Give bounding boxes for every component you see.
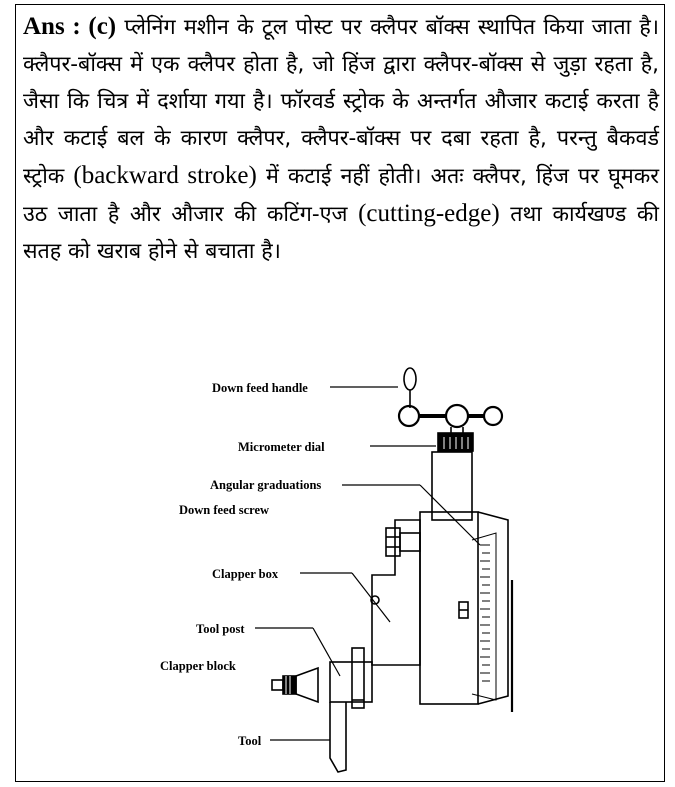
swivel-plate <box>420 512 512 712</box>
answer-english-term-2: (cutting-edge) <box>358 200 500 227</box>
label-tool-post: Tool post <box>196 622 245 636</box>
clapper-block <box>272 668 318 702</box>
label-clapper-block: Clapper block <box>160 659 236 673</box>
down-feed-screw-column <box>432 452 472 520</box>
clapper-box <box>371 520 420 665</box>
label-clapper-box: Clapper box <box>212 567 279 581</box>
swivel-bolt <box>459 602 468 618</box>
label-down-feed-handle: Down feed handle <box>212 381 308 395</box>
tool <box>330 702 346 772</box>
label-angular-graduations: Angular graduations <box>210 478 322 492</box>
answer-text-part-2: में कटाई नहीं होती। अतः क्लैपर, हिंज पर घूमकर उठ जाता है और औजार की कटिंग-एज <box>23 164 659 227</box>
down-feed-handle <box>399 368 502 433</box>
label-micrometer-dial: Micrometer dial <box>238 440 325 454</box>
label-down-feed-screw: Down feed screw <box>179 503 270 517</box>
tool-post <box>330 648 372 708</box>
answer-label: Ans : (c) <box>23 13 117 40</box>
angular-graduations-scale <box>472 533 496 700</box>
answer-text-part-3: तथा कार्यखण्ड की सतह को खराब होने से बचाता है। <box>23 202 659 264</box>
label-tool: Tool <box>238 734 262 748</box>
micrometer-dial <box>438 433 473 451</box>
clamp-bolt-top <box>386 528 420 556</box>
answer-english-term-1: (backward stroke) <box>73 162 257 189</box>
answer-text-part-1: प्लेनिंग मशीन के टूल पोस्ट पर क्लैपर बॉक्स स्थापित किया जाता है। क्लैपर-बॉक्स में एक क्लैपर होता है, जो हिंज द्वारा क्लैपर-बॉक्स से जुड़ा रहता है, जैसा कि चित्र में दर्शाया गया है। फॉरवर्ड स्ट्रोक के अन्तर्गत औजार कटाई करता है और कटाई बल के कारण क्लैपर, क्लैपर-बॉक्स पर दबा रहता है, परन्तु बैकवर्ड स्ट्रोक <box>23 15 659 189</box>
